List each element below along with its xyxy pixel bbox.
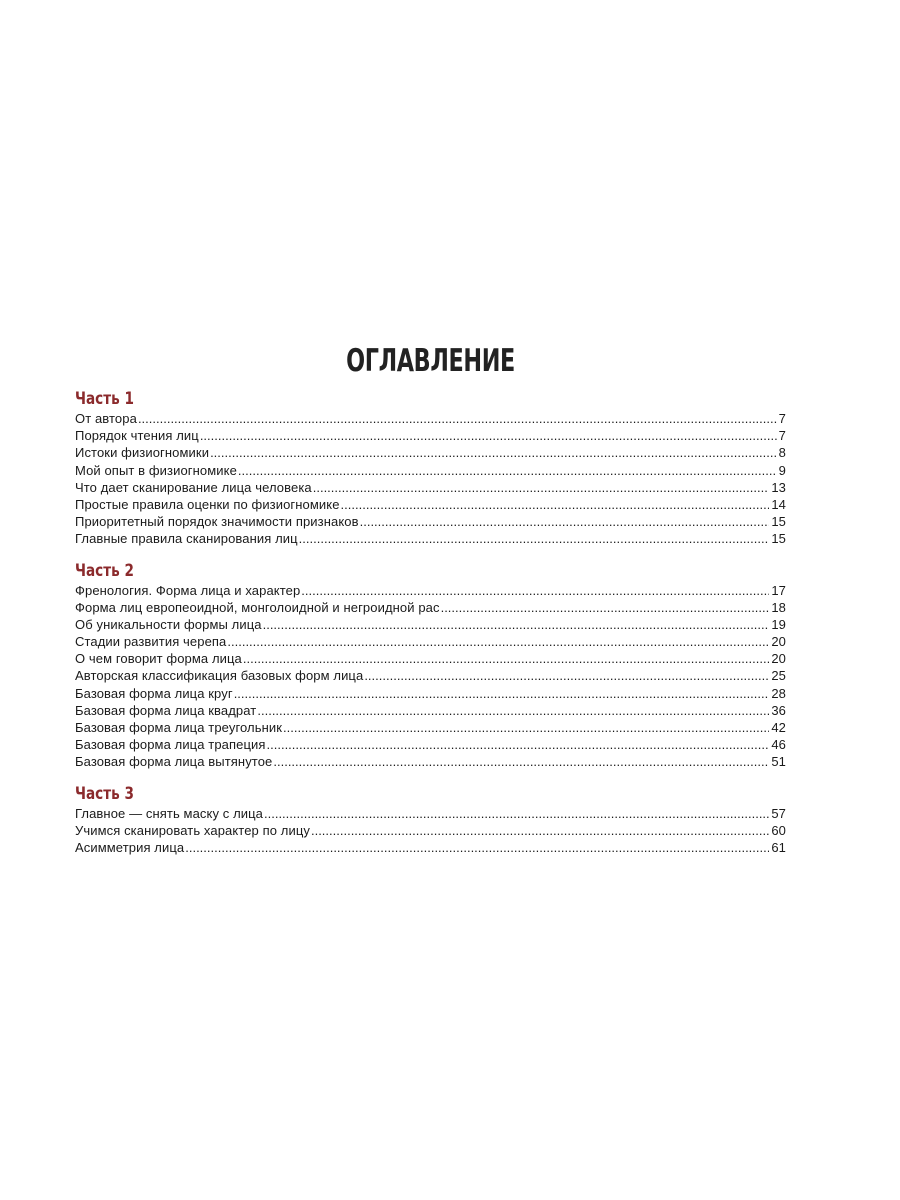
toc-entry[interactable] [75,685,786,702]
dot-leader [238,462,777,479]
toc-entry[interactable] [75,650,786,667]
toc-entry-label: Мой опыт в физиогномике [75,462,237,478]
toc-entry[interactable] [75,702,786,719]
toc-entry-page: 36 [771,702,786,718]
dot-leader [313,479,770,496]
toc-entry-label: Стадии развития черепа [75,634,227,650]
page-title: ОГЛАВЛЕНИЕ [346,343,515,379]
dot-leader [301,582,769,599]
dot-leader [138,410,777,427]
toc-entry-page: 15 [771,531,786,547]
toc-entry-page: 60 [771,822,786,838]
dot-leader [311,822,769,839]
toc-entry-page: 7 [778,428,786,444]
toc-entry-label: Базовая форма лица трапеция [75,737,266,753]
dot-leader [210,444,777,461]
toc-entry-label: Что дает сканирование лица человека [75,479,312,495]
toc-entry-label: Форма лиц европеоидной, монголоидной и негроидной рас [75,599,440,615]
toc-entry-page: 61 [771,839,786,855]
toc-entry-page: 19 [771,616,786,632]
toc-entry[interactable] [75,753,786,770]
toc-entry[interactable] [75,479,786,496]
toc-entry[interactable] [75,530,786,547]
toc-entry-page: 46 [771,737,786,753]
toc-entry-label: Базовая форма лица круг [75,685,233,701]
dot-leader [200,427,777,444]
toc-entry-label: Главные правила сканирования лиц [75,531,298,547]
toc-entry-label: Френология. Форма лица и характер [75,582,301,598]
toc-entry-page: 7 [778,411,786,426]
toc-entry[interactable] [75,427,786,444]
toc-entry-label: Базовая форма лица квадрат [75,702,257,718]
dot-leader [341,496,770,513]
toc-entry[interactable] [75,805,786,822]
dot-leader [441,599,770,616]
toc-entry-label: Базовая форма лица треугольник [75,720,283,735]
toc-entry-page: 20 [771,634,786,650]
toc-entry-page: 13 [771,479,786,495]
toc-entry-page: 51 [771,754,786,770]
toc-entry-label: Учимся сканировать характер по лицу [75,822,310,838]
dot-leader [283,719,769,736]
toc-entry-list [75,805,786,857]
part-heading: Часть 3 [75,783,134,804]
toc-entry-page: 42 [771,720,786,735]
toc-entry[interactable] [75,410,786,427]
toc-entry-label: Об уникальности формы лица [75,616,262,632]
toc-entry[interactable] [75,839,786,856]
toc-entry-label: Порядок чтения лиц [75,428,199,444]
toc-entry[interactable] [75,599,786,616]
toc-entry-label: Приоритетный порядок значимости признаков [75,514,359,530]
toc-entry-page: 15 [771,514,786,530]
toc-entry[interactable] [75,667,786,684]
toc-entry-page: 8 [778,445,786,461]
dot-leader [299,530,770,547]
toc-entry-label: От автора [75,411,137,426]
toc-entry[interactable] [75,736,786,753]
part-heading: Часть 1 [75,389,134,409]
toc-entry[interactable] [75,616,786,633]
dot-leader [257,702,769,719]
toc-entry-label: О чем говорит форма лица [75,651,242,667]
toc-entry[interactable] [75,719,786,736]
toc-entry[interactable] [75,496,786,513]
toc-entry-label: Главное — снять маску с лица [75,805,263,821]
toc-entry-list [75,582,786,771]
dot-leader [227,633,769,650]
toc-entry-page: 57 [771,805,786,821]
toc-part-1 [75,388,786,548]
toc-entry-label: Простые правила оценки по физиогномике [75,496,340,512]
toc-part-3 [75,783,786,857]
toc-entry-page: 9 [778,462,786,478]
toc-entry-page: 18 [771,599,786,615]
dot-leader [267,736,770,753]
toc-entry-page: 14 [771,496,786,512]
toc-entry[interactable] [75,513,786,530]
dot-leader [263,616,770,633]
dot-leader [360,513,770,530]
toc-entry-list [75,410,786,548]
dot-leader [264,805,769,822]
dot-leader [234,685,770,702]
toc-entry-page: 20 [771,651,786,667]
toc-entry[interactable] [75,462,786,479]
toc-entry[interactable] [75,633,786,650]
dot-leader [243,650,769,667]
toc-entry-label: Истоки физиогномики [75,445,210,461]
dot-leader [364,667,769,684]
toc-entry-page: 25 [771,668,786,684]
toc-part-2 [75,560,786,771]
toc-entry-label: Базовая форма лица вытянутое [75,754,273,770]
dot-leader [273,753,769,770]
toc-entry[interactable] [75,822,786,839]
part-heading: Часть 2 [75,560,134,581]
toc-entry-label: Авторская классификация базовых форм лица [75,668,364,684]
toc-entry[interactable] [75,582,786,599]
toc-entry-page: 28 [771,685,786,701]
toc-entry-page: 17 [771,582,786,598]
toc-entry[interactable] [75,444,786,461]
table-of-contents [75,340,786,856]
toc-entry-label: Асимметрия лица [75,839,185,855]
dot-leader [185,839,769,856]
